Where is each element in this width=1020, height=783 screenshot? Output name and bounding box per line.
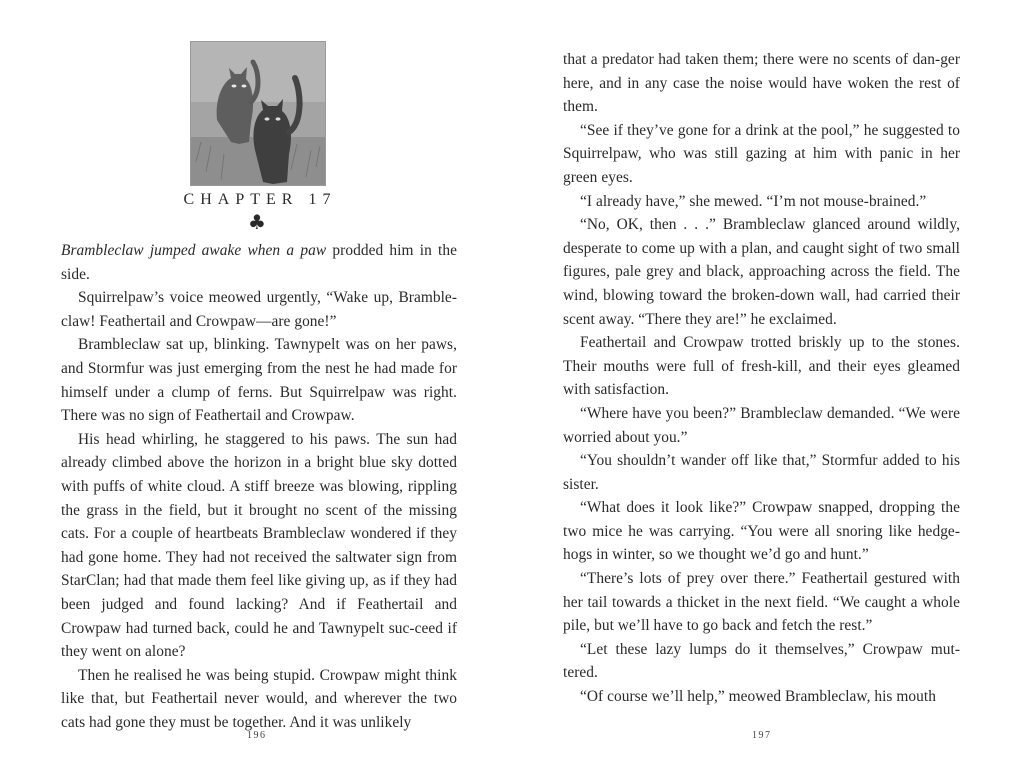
paragraph: Then he realised he was being stupid. Crowpaw might think like that, but Feathertail never would, and wherever the two cats had gone they must be together. And it was unlikely [61,666,457,731]
opening-italic-phrase: Brambleclaw jumped awake when a paw [61,242,327,259]
paragraph: “There’s lots of prey over there.” Feathertail gestured with her tail towards a thicket in the next field. “We caught a whole pile, but we’ll have to go back and fetch the rest.” [563,570,960,635]
paragraph: “What does it look like?” Crowpaw snapped, dropping the two mice he was carrying. “You were all snoring like hedge-hogs in winter, so we thought we’d go and hunt.” [563,499,960,564]
right-page [510,0,1020,783]
page-number: 197 [752,730,772,741]
paragraph: “Let these lazy lumps do it themselves,” Crowpaw mut-tered. [563,640,960,682]
paragraph: “No, OK, then . . .” Brambleclaw glanced around wildly, desperate to come up with a plan, and caught sight of two small figures, pale grey and black, approaching across the field. The wind, blowing toward the broken-down wall, had carried their scent away. “There they are!” he exclaimed. [563,216,960,328]
paragraph: “Of course we’ll help,” meowed Brambleclaw, his mouth [580,688,936,706]
paragraph: His head whirling, he staggered to his paws. The sun had already climbed above the horizon in a bright blue sky dotted with puffs of white cloud. A stiff breeze was blowing, rippling the grass in the field, but it brought no scent of the missing cats. For a couple of heartbeats Brambleclaw wondered if they had gone home. They had not received the saltwater sign from StarClan; had that made them feel like giving up, as if they had been judged and found lacking? And if Feathertail and Crowpaw had turned back, could he and Tawnypelt suc-ceed if they went on alone? [61,430,457,661]
opening-rest: prodded him in the side. [61,242,457,283]
chapter-heading: CHAPTER 17 [183,191,337,208]
paragraph: “You shouldn’t wander off like that,” Stormfur added to his sister. [563,452,960,493]
opening-paragraph [61,239,457,286]
page-number: 196 [247,730,267,741]
paragraph: Feathertail and Crowpaw trotted briskly up to the stones. Their mouths were full of fresh-kill, and their eyes gleamed with satisfaction. [563,334,960,399]
right-page-body [563,48,960,709]
fleuron-ornament: ♣ [248,210,266,234]
left-page-body [61,239,457,734]
paragraph: Brambleclaw sat up, blinking. Tawnypelt was on her paws, and Stormfur was just emerging from the nest he had made for himself under a clump of ferns. But Squirrelpaw was right. There was no sign of Feathertail and Crowpaw. [61,336,457,425]
paragraph: “See if they’ve gone for a drink at the pool,” he suggested to Squirrelpaw, who was still gazing at him with panic in her green eyes. [563,121,960,186]
paragraph: Squirrelpaw’s voice meowed urgently, “Wake up, Bramble-claw! Feathertail and Crowpaw—are gone!” [61,289,457,330]
paragraph: “Where have you been?” Brambleclaw demanded. “We were worried about you.” [563,404,960,446]
continued-paragraph: that a predator had taken them; there were no scents of dan-ger here, and in any case the noise would have woken the rest of them. [563,51,960,116]
paragraph: “I already have,” she mewed. “I’m not mouse-brained.” [580,192,927,210]
two-cats-illustration-icon [190,41,326,186]
